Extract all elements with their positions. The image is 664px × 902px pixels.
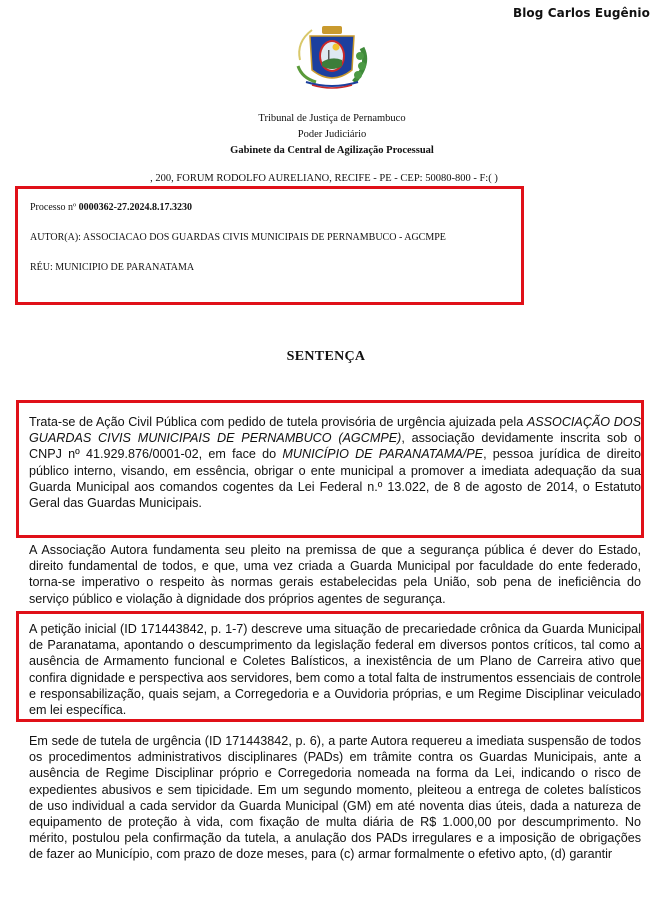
p1-defendant-italic: MUNICÍPIO DE PARANATAMA/PE: [282, 447, 484, 462]
judiciary-branch: Poder Judiciário: [297, 129, 367, 140]
process-line: [30, 202, 192, 213]
defendant-line: RÉU: MUNICIPIO DE PARANATAMA: [30, 262, 195, 273]
paragraph-2: A Associação Autora fundamenta seu pleito na premissa de que a segurança pública é dever do Estado, direito fundamental de todos, e que, uma vez criada a Guarda Municipal por faculdade do ente federado, torna-se imperativo o respeito às normas gerais estabelecidas pela União, sob pena de ineficiência do serviço público e violação à dignidade dos próprios agentes de segurança.: [29, 543, 641, 606]
document-header: [0, 111, 664, 159]
pernambuco-coat-of-arms-icon: [292, 20, 372, 92]
office-name: Gabinete da Central de Agilização Processual: [230, 145, 434, 156]
process-number: 0000362-27.2024.8.17.3230: [78, 202, 192, 213]
p1-text-a: Trata-se de Ação Civil Pública com pedido de tutela provisória de urgência ajuizada pela: [29, 415, 527, 429]
p1-author-italic: ASSOCIAÇÃO DOS GUARDAS CIVIS MUNICIPAIS DE PERNAMBUCO (AGCMPE): [29, 415, 641, 446]
author-line: AUTOR(A): ASSOCIACAO DOS GUARDAS CIVIS MUNICIPAIS DE PERNAMBUCO - AGCMPE: [30, 232, 446, 243]
process-label: Processo nº: [30, 202, 77, 213]
paragraph-1: [29, 414, 641, 511]
court-name: Tribunal de Justiça de Pernambuco: [258, 113, 406, 124]
case-info-box: [15, 186, 524, 305]
p1-text-e: , pessoa jurídica de direito público interno, visando, em essência, obrigar o ente municipal a promover a imediata adequação da sua Guarda Municipal aos comandos cogentes da Lei Federal n.º 13.022, de 8 de agosto de 2014, o Estatuto Geral das Guardas Municipais.: [29, 447, 641, 511]
blog-watermark: Blog Carlos Eugênio: [512, 6, 650, 20]
court-address: , 200, FORUM RODOLFO AURELIANO, RECIFE - PE - CEP: 50080-800 - F:( ): [150, 173, 498, 184]
p1-text-c: , associação devidamente inscrita sob o CNPJ nº 41.929.876/0001-02, em face do: [29, 431, 641, 462]
paragraph-4: Em sede de tutela de urgência (ID 171443842, p. 6), a parte Autora requereu a imediata suspensão de todos os procedimentos administrativos disciplinares (PADs) em trâmite contra os Guardas Municipais, ante a ausência de Regime Disciplinar próprio e Corregedoria nomeada na forma da Lei, indicando o risco de expedientes abusivos e sem tipicidade. Em um segundo momento, pleiteou a entrega de coletes balísticos de uso individual a cada servidor da Guarda Municipal (GM) em até noventa dias úteis, dada a natureza de equipamento de proteção à vida, com fixação de multa diária de R$ 1.000,00 por descumprimento. No mérito, postulou pela confirmação da tutela, a anulação dos PADs irregulares e a imposição de obrigações de fazer ao Município, com prazo de doze meses, para (c) armar formalmente o efetivo apto, (d) garantir: [29, 734, 641, 862]
paragraph-3: A petição inicial (ID 171443842, p. 1-7) descreve uma situação de precariedade crônica da Guarda Municipal de Paranatama, apontando o descumprimento da legislação federal em diversos pontos críticos, tal como a ausência de Armamento funcional e Coletes Balísticos, a inexistência de um Plano de Carreira ativo que confira dignidade e perspectiva aos servidores, bem como a total falta de instrumentos essenciais de controle e responsabilização, quais sejam, a Corregedoria e a Ouvidoria próprias, e um Regime Disciplinar veiculado em lei específica.: [29, 622, 641, 718]
document-title: SENTENÇA: [286, 349, 366, 364]
